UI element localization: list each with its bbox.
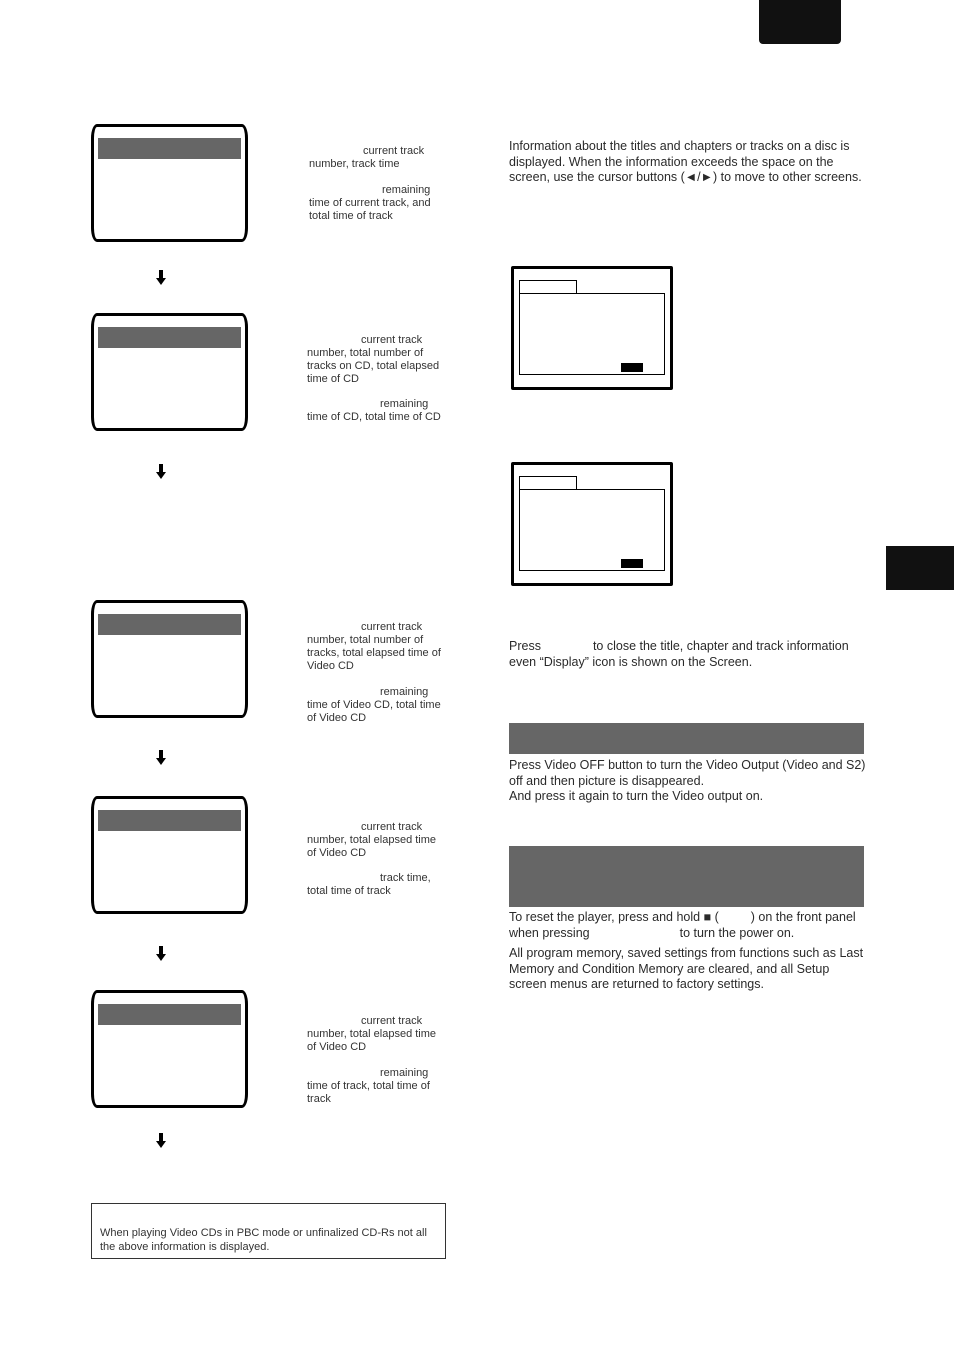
intro-text: Information about the titles and chapters or tracks on a disc is displayed. When the information exceeds the space on the screen, use the cursor buttons (◄/►) to move to other screens. [509,139,862,184]
desc-line: number, total elapsed time [307,1028,437,1040]
desc-line: of Video CD [307,847,367,859]
desc-line: time of CD [307,373,359,385]
desc-line: current track [361,821,423,833]
desc-line: current track [363,145,425,157]
down-arrow-icon [156,1133,166,1148]
press-text-a: Press [509,639,541,653]
tv-screen-bar [98,327,241,348]
reset-text-d: to turn the power on. [679,925,795,940]
tv-screen-1 [91,124,248,242]
desc-line: time of CD, total time of CD [307,411,441,423]
desc-line: of Video CD [307,712,367,724]
desc-line: total time of track [307,885,391,897]
reset-paragraph [509,910,869,993]
section-side-tab [886,546,954,590]
page-corner-tab [759,0,841,44]
desc-line: number, total number of [307,347,424,359]
desc-line: time of current track, and [309,197,431,209]
info-screen-2 [511,462,673,586]
press-text-b: to close the title, chapter and track information even “Display” icon is shown on the Screen. [509,639,849,669]
description-4 [307,821,452,898]
desc-line: number, total number of [307,634,424,646]
desc-line: number, track time [309,158,400,170]
section-header-bar-reset [509,846,864,907]
screen-indicator [621,363,643,372]
reset-text-2: All program memory, saved settings from functions such as Last Memory and Condition Memory are cleared, and all Setup screen menus are returned to factory settings. [509,946,864,991]
desc-line: time of track, total time of [307,1080,430,1092]
desc-line: tracks, total elapsed time of [307,647,441,659]
note-text: When playing Video CDs in PBC mode or unfinalized CD-Rs not all the above information is displayed. [100,1227,427,1253]
desc-line: number, total elapsed time [307,834,437,846]
desc-line: total time of track [309,210,393,222]
description-2 [307,334,452,424]
tv-screen-bar [98,138,241,159]
tv-screen-4 [91,796,248,914]
description-3 [307,621,452,725]
desc-line: Video CD [307,660,354,672]
folder-body [519,489,665,571]
desc-line: current track [361,1015,423,1027]
tv-screen-2 [91,313,248,431]
desc-line: track [307,1093,331,1105]
down-arrow-icon [156,270,166,285]
tv-screen-bar [98,614,241,635]
tv-screen-3 [91,600,248,718]
desc-line: tracks on CD, total elapsed [307,360,440,372]
reset-text-c: when pressing [509,925,590,940]
down-arrow-icon [156,946,166,961]
tv-screen-bar [98,1004,241,1025]
folder-tab [519,476,577,489]
info-screen-1 [511,266,673,390]
desc-line: remaining [380,1067,429,1079]
down-arrow-icon [156,750,166,765]
desc-line: current track [361,334,423,346]
folder-tab [519,280,577,293]
down-arrow-icon [156,464,166,479]
tv-screen-5 [91,990,248,1108]
desc-line: remaining [380,398,429,410]
desc-line: remaining [382,184,431,196]
video-off-paragraph [509,758,869,805]
screen-indicator [621,559,643,568]
intro-paragraph [509,139,869,186]
desc-line: track time, [380,872,431,884]
desc-line: remaining [380,686,429,698]
tv-screen-bar [98,810,241,831]
desc-line: time of Video CD, total time [307,699,441,711]
reset-text-b: ) on the front panel [750,910,856,924]
section-header-bar-video-off [509,723,864,754]
desc-line: current track [361,621,423,633]
folder-body [519,293,665,375]
note-box [91,1203,446,1259]
reset-text-a: To reset the player, press and hold ■ ( [509,910,719,924]
video-off-text: Press Video OFF button to turn the Video Output (Video and S2) off and then picture is disappeared. [509,758,866,788]
close-info-paragraph [509,639,869,670]
description-1 [309,145,449,223]
video-off-text-2: And press it again to turn the Video output on. [509,789,764,803]
desc-line: of Video CD [307,1041,367,1053]
description-5 [307,1015,452,1106]
